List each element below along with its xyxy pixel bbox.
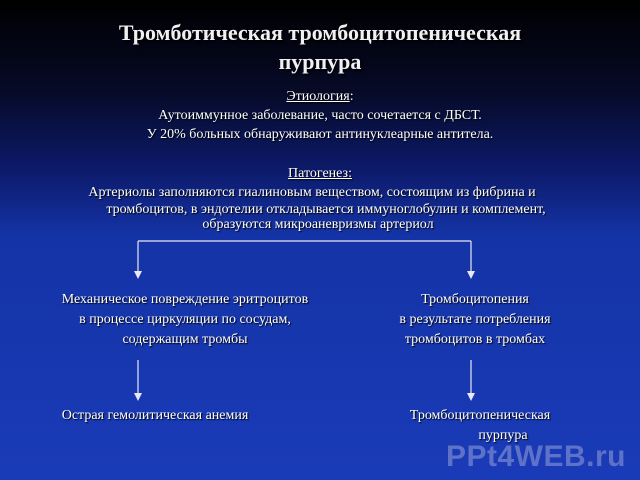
left-branch-outcome: Острая гемолитическая анемия	[61, 408, 249, 423]
right-branch-line-2: в результате потребления	[399, 312, 551, 327]
arrow-left-lower	[134, 393, 142, 401]
etiology-line-1: Аутоиммунное заболевание, часто сочетается с ДБСТ.	[158, 108, 482, 123]
right-branch-line-3: тромбоцитов в тромбах	[404, 332, 546, 347]
arrow-right-upper	[467, 271, 475, 279]
left-branch-line-3: содержащим тромбы	[122, 332, 248, 347]
left-branch-line-2: в процессе циркуляции по сосудам,	[79, 312, 291, 327]
pathogenesis-line-2: тромбоцитов, в эндотелии откладывается иммуноглобулин и комплемент,	[106, 202, 546, 217]
watermark-logo: PPt4WEB.ru	[445, 440, 626, 473]
arrow-left-upper	[134, 271, 142, 279]
arrow-right-lower	[467, 393, 475, 401]
right-outcome-line-1: Тромбоцитопеническая	[409, 408, 551, 423]
right-outcome-line-2: пурпура	[478, 428, 528, 443]
etiology-line-2: У 20% больных обнаруживают антинуклеарные антитела.	[146, 127, 494, 142]
etiology-heading: Этиология	[286, 89, 350, 104]
title-line-2: пурпура	[278, 49, 362, 74]
etiology-colon: :	[349, 89, 354, 104]
pathogenesis-line-1: Артериолы заполняются гиалиновым веществом, состоящим из фибрина и	[88, 185, 536, 200]
pathogenesis-heading-text: Патогенез:	[288, 166, 352, 181]
right-branch-line-1: Тромбоцитопения	[421, 292, 529, 307]
left-branch-text	[30, 290, 340, 350]
title-line-1: Тромботическая тромбоцитопеническая	[118, 20, 522, 45]
pathogenesis-line-3: образуются микроаневризмы артериол	[202, 217, 434, 232]
right-branch-text	[370, 290, 580, 350]
left-branch-line-1: Механическое повреждение эритроцитов	[61, 292, 309, 307]
